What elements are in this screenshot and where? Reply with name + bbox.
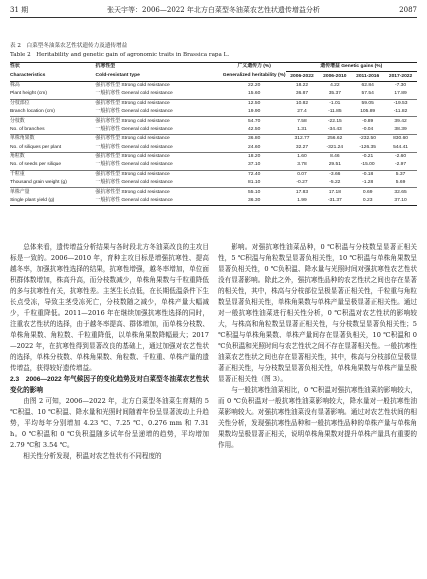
resistance-type: 一般抗寒性 General cold resistance — [96, 144, 223, 153]
gain-value: -3.66 — [329, 171, 341, 177]
table-row — [10, 170, 417, 179]
col-period: 2006-2022 — [286, 72, 319, 81]
gain-value: -321.24 — [318, 144, 351, 153]
heritability-value: 36.80 — [248, 136, 261, 142]
gain-value: -2.60 — [394, 154, 407, 160]
col-res-en: Cold-resistant type — [96, 72, 223, 81]
col-res-cn: 抗寒性型 — [96, 63, 223, 72]
heritability-value: 55.10 — [248, 189, 261, 195]
resistance-type: 强抗寒性型 Strong cold resistance — [95, 82, 170, 88]
gain-value: 1.60 — [297, 154, 307, 160]
resistance-type: 一般抗寒性 General cold resistance — [96, 161, 223, 170]
running-header — [10, 4, 417, 16]
heritability-value: 54.70 — [248, 118, 261, 124]
body-paragraph: 由图 2 可知，2006—2022 年，北方白菜型冬油菜生育期的 5 ℃积温、10 ℃积温、降水量和光照时间随着年份呈显著波动上升趋势，平均每年分别增加 4.23 ℃、7.25 ℃、0.276 mm 和 7.31 h。0 ℃积温和 0 ℃负积温随多试年份呈递增的趋势，平均增加 2.79 ℃和 3.54 ℃。 — [10, 397, 209, 449]
body-paragraph: 与一般抗寒性油菜相比，0 ℃积温对强抗寒性油菜的影响较大，而 0 ℃负积温对一般抗寒性油菜影响较大，降水量对一般抗寒性油菜影响较大。对强抗寒性油菜没有显著影响。通过对农艺性状间的相关性分析，发现强抗寒性品种和一般抗寒性品种的单株产量与单株角果数均呈极显著正相关，说明单株角果数对提升单株产量具有重要的作用。 — [218, 386, 417, 449]
resistance-type: 一般抗寒性 General cold resistance — [96, 197, 223, 206]
table-caption-en: Table 2 Heritability and genetic gain of agronomic traits in Brassica rapa L. — [10, 52, 230, 58]
body-paragraph: 总体来看，遗传增益分析结果与各时段北方冬油菜改良的主攻目标是一致的。2006—2010 年，育种主攻目标是增强抗寒性、提高越冬率，加强抗寒性选择的结果，抗寒性增强，越冬率增加，单位面积群体数增加，株高升高，而分枝数减少，单株角果数与千粒重降低的多与抗寒性有关，抗寒性差。主茎生长点低，在长期低温条件下生长点受冻，导致主茎受冻死亡，分枝数随之减少，单株产量大幅减少，千粒重降低。2011—2016 年在继续加强抗寒性选择的同时，注重农艺性状的选择，由于越冬率提高、群体增加，而单株分枝数、单株角果数、角粒数、千粒重降低，以单株角果数降幅最大；2017—2022 年，在抗寒性得到显著改良的基础上，通过加强对农艺性状的选择，单株分枝数、单株角果数、角粒数、千粒重、单株产量的遗传增益，获得较好遗传增益。 — [10, 243, 209, 372]
gain-value: 18.22 — [295, 82, 309, 88]
heritability-value: 15.60 — [223, 90, 286, 99]
gain-value: 312.77 — [294, 136, 310, 142]
table-row — [10, 197, 417, 206]
heritability-value: 24.60 — [223, 144, 286, 153]
body-paragraph: 影响。对强抗寒性油菜品种，0 ℃积温与分枝数呈显著正相关性，5 ℃积温与角粒数呈显著负相关性，10 ℃积温与单株角果数呈显著负相关性，0 ℃负积温、降水量与光照时间对强抗寒性农艺性状没有显著影响。除此之外，强抗寒性品种的农艺性状之间也存在显著的相关性，其中，株高与分枝部位呈极显著正相关性，千粒重与角粒数呈显著负相关性，单株角果数与单株产量呈极显著正相关性。通过对一般抗寒性油菜进行相关性分析，0 ℃积温对农艺性状的影响较大，与株高和角粒数呈显著正相关性，与分枝数呈显著负相关性；5 ℃积温与单株角果数、单株产量间存在显著负相关，10 ℃积温和 0 ℃负积温和光照时间与农艺性状之间不存在显著相关性。一般抗寒性油菜农艺性状之间也存在显著相关性，其中，株高与分枝部位呈极显著正相关性，与分枝数呈显著负相关性，单株角果数与单株产量呈极显著正相关性（图 3）。 — [218, 243, 417, 383]
heritability-value: 37.10 — [223, 161, 286, 170]
table-row — [10, 108, 417, 117]
heritability-value: 72.40 — [248, 171, 261, 177]
header-rule — [10, 17, 417, 18]
gain-value: 62.84 — [361, 82, 374, 88]
table-row — [10, 117, 417, 126]
gain-value: 5.37 — [395, 171, 406, 177]
gain-value: 39.42 — [394, 118, 407, 124]
gain-value: -11.82 — [384, 108, 417, 117]
table-row — [10, 126, 417, 135]
gain-value: 1.31 — [286, 126, 319, 135]
gain-value: -11.85 — [318, 108, 351, 117]
gain-value: 7.58 — [297, 118, 307, 124]
gain-value: -0.21 — [362, 154, 374, 160]
table-row — [10, 99, 417, 108]
gain-value: 10.82 — [295, 100, 309, 106]
trait-name-cn: 单株角果数 — [10, 136, 35, 142]
table-caption-cn: 表 2 白菜型冬油菜农艺性状遗传力及遗传增益 — [10, 43, 128, 49]
right-column — [218, 242, 417, 451]
table-row — [10, 90, 417, 99]
col-h2-cn: 广义遗传力 (%) — [223, 63, 286, 72]
heritability-value: 81.10 — [223, 179, 286, 188]
page-number: 2087 — [399, 6, 417, 14]
heritability-value: 36.30 — [223, 197, 286, 206]
resistance-type: 强抗寒性型 Strong cold resistance — [95, 171, 170, 177]
trait-name-en: No. of seeds per silique — [10, 161, 96, 170]
col-period: 2006-2010 — [318, 72, 351, 81]
gain-value: -34.43 — [318, 126, 351, 135]
gain-value: -232.50 — [359, 136, 376, 142]
trait-name-en: No. of branches — [10, 126, 96, 135]
gain-value: 8.46 — [330, 154, 340, 160]
running-title: 张天宇等：2006—2022 年北方白菜型冬油菜农艺性状遗传增益分析 — [107, 6, 320, 14]
table-row — [10, 144, 417, 153]
col-period: 2017-2022 — [384, 72, 417, 81]
section-heading: 2.3 2006—2022 年气候因子的变化趋势及对白菜型冬油菜农艺性状变化的影响 — [10, 376, 209, 394]
trait-name-cn: 角粒数 — [10, 154, 25, 160]
heritability-value: 42.50 — [223, 126, 286, 135]
gain-value: 32.65 — [394, 189, 407, 195]
resistance-type: 强抗寒性型 Strong cold resistance — [95, 118, 170, 124]
gain-value: 3.78 — [286, 161, 319, 170]
gain-value: 105.89 — [351, 108, 384, 117]
gain-value: 59.05 — [361, 100, 374, 106]
gain-value: 4.22 — [330, 82, 340, 88]
col-h2-en: Generalized heritability (%) — [223, 72, 286, 81]
gain-value: -0.89 — [362, 118, 374, 124]
gain-value: -0.18 — [362, 171, 374, 177]
gain-value: -126.35 — [351, 144, 384, 153]
trait-name-en: Plant height (cm) — [10, 90, 96, 99]
heritability-table — [10, 62, 417, 206]
gain-value: -19.53 — [393, 100, 408, 106]
resistance-type: 一般抗寒性 General cold resistance — [96, 179, 223, 188]
table-row — [10, 161, 417, 170]
gain-value: -15.00 — [351, 161, 384, 170]
gain-value: -22.15 — [327, 118, 342, 124]
gain-value: -31.37 — [318, 197, 351, 206]
page-label-left: 31 期 — [10, 6, 29, 14]
col-trait-en: Characteristics — [10, 72, 96, 81]
heritability-value: 22.20 — [248, 82, 261, 88]
table-row — [10, 188, 417, 197]
trait-name-en: Branch location (cm) — [10, 108, 96, 117]
trait-name-en: Thousand grain weight (g) — [10, 179, 96, 188]
resistance-type: 一般抗寒性 General cold resistance — [96, 126, 223, 135]
heritability-value: 12.50 — [248, 100, 261, 106]
heritability-value: 18.20 — [248, 154, 261, 160]
gain-value: 27.4 — [286, 108, 319, 117]
gain-value: 37.10 — [384, 197, 417, 206]
trait-name-cn: 株高 — [10, 82, 20, 88]
trait-name-cn: 千粒重 — [10, 171, 25, 177]
trait-name-cn: 分枝数 — [10, 118, 25, 124]
gain-value: 32.27 — [286, 144, 319, 153]
gain-value: -1.01 — [329, 100, 341, 106]
col-trait-cn: 性状 — [10, 63, 96, 72]
gain-value: 0.23 — [351, 197, 384, 206]
gain-value: 0.69 — [362, 189, 373, 195]
table-row — [10, 135, 417, 144]
trait-name-cn: 分枝部位 — [10, 100, 30, 106]
table-row — [10, 179, 417, 188]
resistance-type: 一般抗寒性 General cold resistance — [96, 90, 223, 99]
col-period: 2011-2016 — [351, 72, 384, 81]
gain-value: 5.69 — [384, 179, 417, 188]
resistance-type: 一般抗寒性 General cold resistance — [96, 108, 223, 117]
gain-value: -1.28 — [351, 179, 384, 188]
gain-value: -2.97 — [384, 161, 417, 170]
left-column — [10, 242, 209, 462]
resistance-type: 强抗寒性型 Strong cold resistance — [95, 100, 170, 106]
gain-value: -7.30 — [394, 82, 407, 88]
gain-value: 17.18 — [328, 189, 341, 195]
gain-value: 38.39 — [384, 126, 417, 135]
table-row — [10, 152, 417, 161]
gain-value: 256.62 — [327, 136, 343, 142]
gain-value: 35.37 — [318, 90, 351, 99]
resistance-type: 强抗寒性型 Strong cold resistance — [95, 189, 170, 195]
heritability-value: 19.90 — [223, 108, 286, 117]
trait-name-cn: 单株产量 — [10, 189, 30, 195]
gain-value: 17.83 — [295, 189, 309, 195]
body-paragraph: 相关性分析发现，积温对农艺性状有不同程度的 — [23, 452, 162, 460]
col-gain-group: 遗传增益 Genetic gains (%) — [286, 63, 417, 72]
trait-name-en: No. of siliques per plant — [10, 144, 96, 153]
resistance-type: 强抗寒性型 Strong cold resistance — [95, 136, 170, 142]
gain-value: 1.99 — [286, 197, 319, 206]
gain-value: 57.54 — [351, 90, 384, 99]
gain-value: 17.89 — [384, 90, 417, 99]
gain-value: 36.87 — [286, 90, 319, 99]
gain-value: -5.22 — [318, 179, 351, 188]
table-body — [10, 81, 417, 205]
gain-value: 830.60 — [393, 136, 409, 142]
trait-name-en: Single plant yield (g) — [10, 197, 96, 206]
gain-value: 29.51 — [318, 161, 351, 170]
gain-value: -0.27 — [286, 179, 319, 188]
gain-value: -0.04 — [351, 126, 384, 135]
gain-value: 0.07 — [297, 171, 307, 177]
gain-value: 544.41 — [384, 144, 417, 153]
table-row — [10, 81, 417, 90]
resistance-type: 强抗寒性型 Strong cold resistance — [95, 154, 170, 160]
